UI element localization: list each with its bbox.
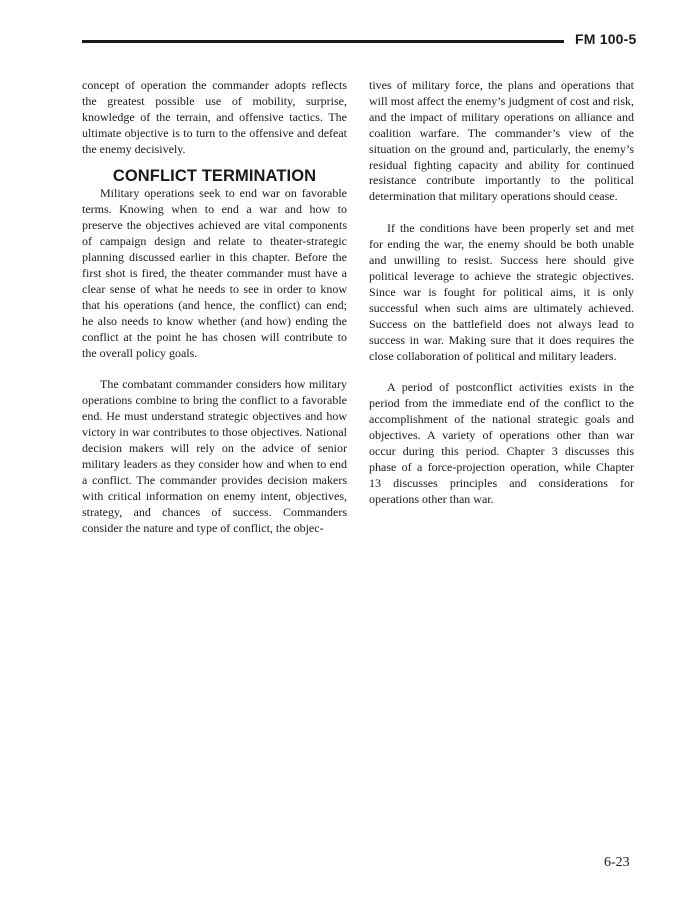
document-title: FM 100-5: [575, 31, 637, 47]
page-number: 6-23: [604, 855, 630, 870]
continued-paragraph: tives of military force, the plans and operations that will most affect the enemy’s judgment of cost and risk, and the impact of military operations on alliance and coalition warfare. The commander’s view of the situation on the ground and, particularly, the enemy’s residual fighting capacity and ability for continued resistance contribute importantly to the political determination that military operations should cease.: [369, 78, 634, 204]
paragraph: If the conditions have been properly set and met for ending the war, the enemy should be both unable and unwilling to resist. Success here should give political leverage to achieve the strategic objectives. Since war is fought for political aims, it is only successful when such aims are ultimately achieved. Success on the battlefield does not always lead to success in war. Making sure that it does requires the close collaboration of political and military leaders.: [369, 221, 634, 363]
header-rule: [82, 40, 564, 43]
paragraph: The combatant commander considers how military operations combine to bring the conflict to a favorable end. He must understand strategic objectives and how victory in war contributes to those objectives. National decision makers will rely on the advice of senior military leaders as they consider how and when to end a conflict. The commander provides decision makers with critical information on enemy intent, objectives, strategy, and chances of success. Commanders consider the nature and type of conflict, the objec-: [82, 377, 347, 535]
right-column: [369, 78, 634, 508]
intro-paragraph: concept of operation the commander adopts reflects the greatest possible use of mobility, surprise, knowledge of the terrain, and offensive tactics. The ultimate objective is to turn to the offensive and defeat the enemy decisively.: [82, 78, 347, 156]
paragraph: A period of postconflict activities exists in the period from the immediate end of the conflict to the accomplishment of the national strategic goals and objectives. A variety of operations other than war occur during this period. Chapter 3 discusses this phase of a force-projection operation, while Chapter 13 discusses principles and considerations for operations other than war.: [369, 380, 634, 506]
left-column: [82, 78, 347, 536]
paragraph: Military operations seek to end war on favorable terms. Knowing when to end a war and how to preserve the objectives achieved are vital components of campaign design and relate to theater-strategic planning discussed earlier in this chapter. Before the first shot is fired, the theater commander must have a clear sense of what he needs to see in order to know that his operations (and hence, the conflict) can end; he also needs to know whether (and how) ending the conflict at the point he has chosen will contribute to the overall policy goals.: [82, 186, 347, 360]
section-heading: CONFLICT TERMINATION: [112, 166, 317, 185]
